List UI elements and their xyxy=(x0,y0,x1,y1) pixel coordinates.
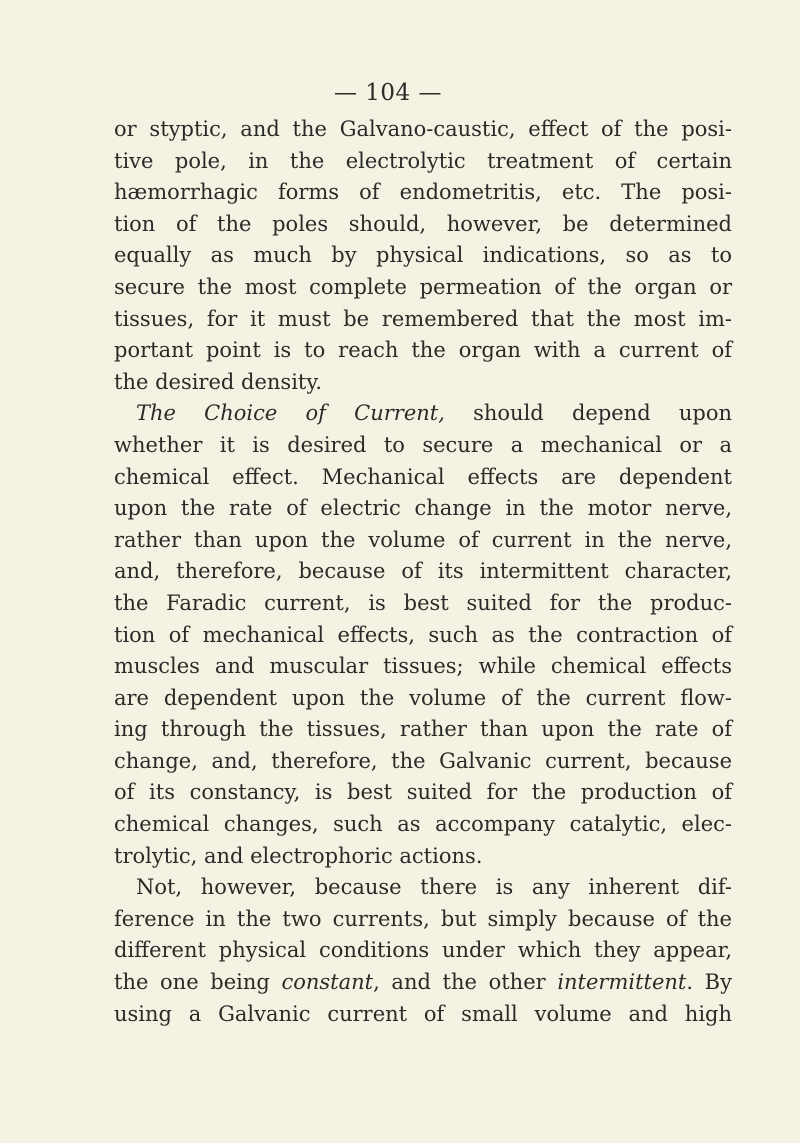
text-line: or styptic, and the Galvano-caustic, effect of the posi- xyxy=(114,117,732,141)
text-line: The Choice of Current, should depend upon xyxy=(136,401,732,426)
text-line: the Faradic current, is best suited for the produc- xyxy=(114,590,732,615)
text-line: whether it is desired to secure a mechanical or a xyxy=(114,432,732,457)
text-line: and, therefore, because of its intermittent character, xyxy=(114,559,732,584)
text-line: tive pole, in the electrolytic treatment of certain xyxy=(114,148,732,173)
text-line: change, and, therefore, the Galvanic current, because xyxy=(114,748,732,773)
text-line: secure the most complete permeation of the organ or xyxy=(114,274,732,299)
text-line: ing through the tissues, rather than upon the rate of xyxy=(114,717,732,742)
text-line: chemical effect. Mechanical effects are dependent xyxy=(114,464,732,489)
text-line: tissues, for it must be remembered that the most im- xyxy=(114,306,732,331)
text-line: tion of the poles should, however, be determined xyxy=(114,211,732,236)
body-text xyxy=(114,114,732,1030)
text-line: different physical conditions under which they appear, xyxy=(114,938,732,963)
text-line: using a Galvanic current of small volume and high xyxy=(114,1001,732,1026)
italic-term: constant xyxy=(281,970,374,995)
text-line: trolytic, and electrophoric actions. xyxy=(114,843,483,868)
text-line: upon the rate of electric change in the motor nerve, xyxy=(114,496,732,521)
text-line: the one being constant, and the other intermittent. By xyxy=(114,970,732,995)
text-line: muscles and muscular tissues; while chemical effects xyxy=(114,654,732,679)
italic-heading: The Choice of Current, xyxy=(136,401,445,426)
text-line: tion of mechanical effects, such as the contraction of xyxy=(114,622,732,647)
italic-term: intermittent xyxy=(557,970,687,995)
text-line: of its constancy, is best suited for the production of xyxy=(114,780,732,805)
page-number: — 104 — xyxy=(333,80,443,106)
text-line: portant point is to reach the organ with a current of xyxy=(114,338,732,363)
text-line: are dependent upon the volume of the current flow- xyxy=(114,685,732,710)
text-line: the desired density. xyxy=(114,369,323,394)
text-line: ference in the two currents, but simply because of the xyxy=(114,906,732,931)
text-line: equally as much by physical indications, so as to xyxy=(114,243,732,268)
text-line: rather than upon the volume of current in the nerve, xyxy=(114,527,732,552)
text-line: hæmorrhagic forms of endometritis, etc. The posi- xyxy=(114,180,732,205)
text-line: Not, however, because there is any inherent dif- xyxy=(136,875,732,900)
text-line: chemical changes, such as accompany catalytic, elec- xyxy=(114,812,732,837)
